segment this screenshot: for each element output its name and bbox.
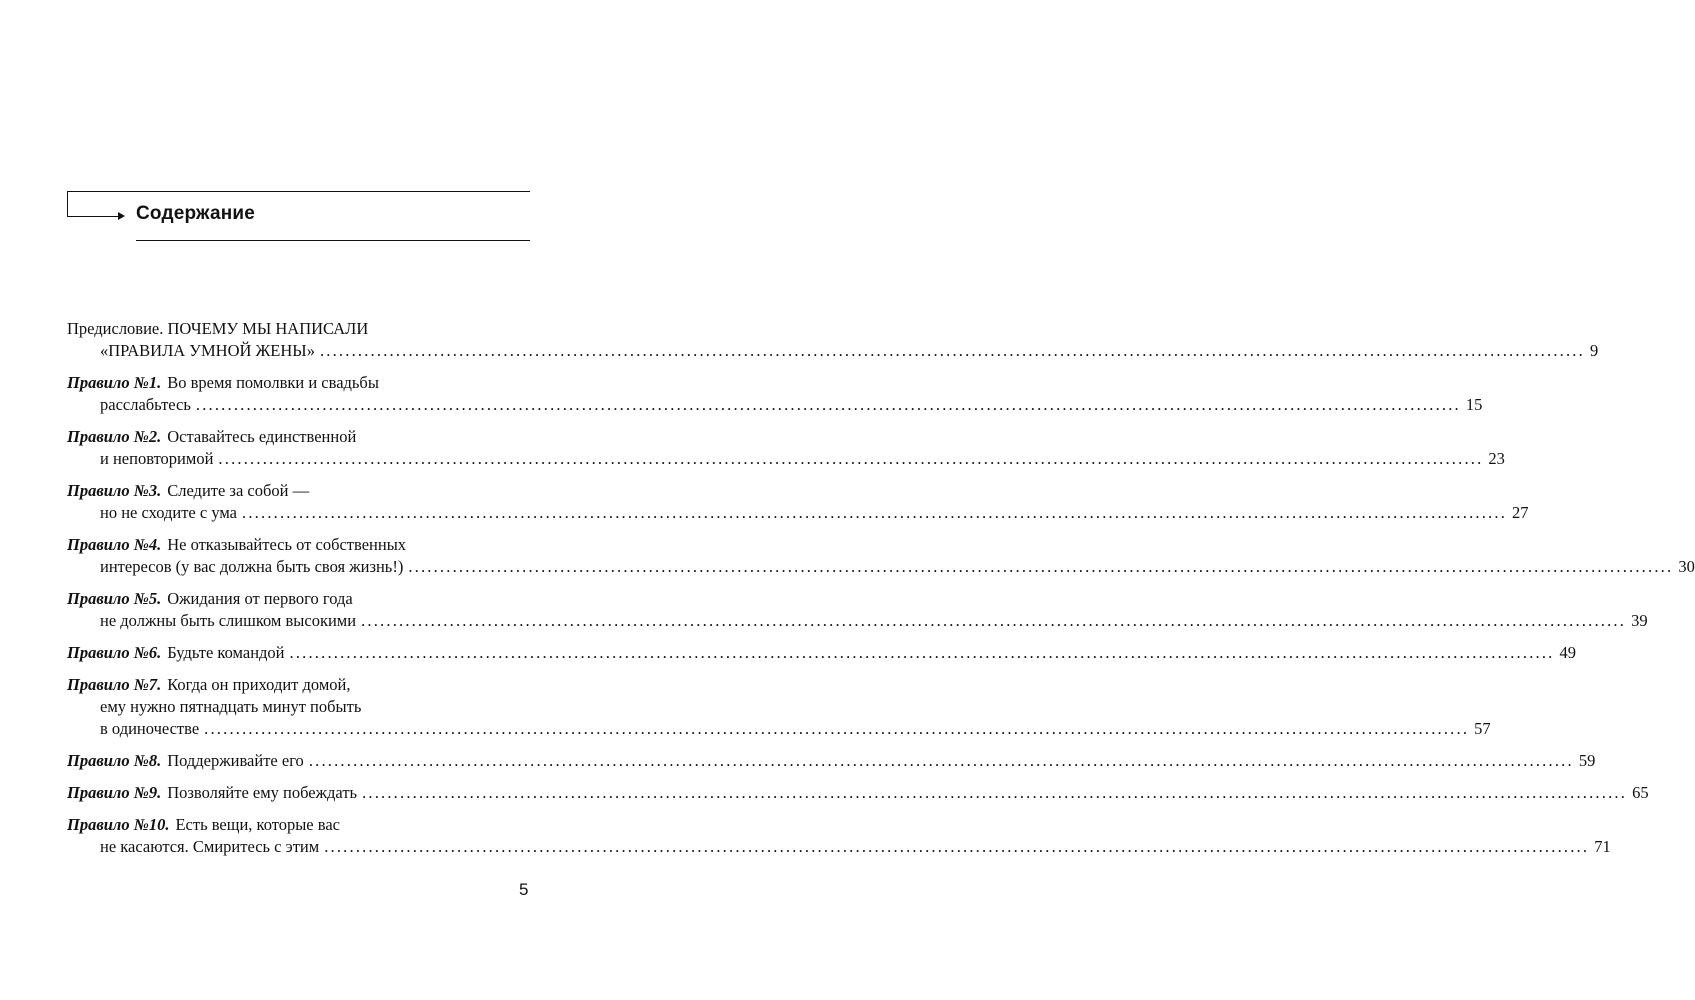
toc-page-number: 15 xyxy=(1465,395,1483,414)
toc-page-number: 49 xyxy=(1559,643,1576,662)
toc-entry[interactable] xyxy=(67,318,1599,362)
toc-page-number: 57 xyxy=(1474,719,1491,738)
toc-entry[interactable] xyxy=(67,480,1529,524)
toc-leader-dots: ........................................................................................................................................................................................................ xyxy=(308,751,1574,770)
toc-leader-dots: ........................................................................................................................................................................................................ xyxy=(361,611,1627,630)
toc-line xyxy=(67,318,531,340)
toc-entry-text: Предисловие. ПОЧЕМУ МЫ НАПИСАЛИ xyxy=(67,319,369,338)
toc-entry[interactable] xyxy=(67,588,1648,632)
toc-entry-text: Будьте командой xyxy=(167,643,285,662)
toc-entry-text: не касаются. Смиритесь с этим xyxy=(100,837,320,856)
toc-leader-dots: ........................................................................................................................................................................................................ xyxy=(195,395,1461,414)
toc-page-number: 59 xyxy=(1578,751,1596,770)
toc-rule-label: Правило №3. xyxy=(67,481,162,500)
toc-line xyxy=(67,502,1529,524)
toc-entry-text: не должны быть слишком высокими xyxy=(100,611,357,630)
toc-leader-dots: ........................................................................................................................................................................................................ xyxy=(289,643,1555,662)
toc-rule-label: Правило №1. xyxy=(67,373,162,392)
toc-entry-text: «ПРАВИЛА УМНОЙ ЖЕНЫ» xyxy=(100,341,315,360)
toc-leader-dots: ........................................................................................................................................................................................................ xyxy=(204,719,1470,738)
header-bottom-rule xyxy=(136,240,530,241)
toc-page-number: 9 xyxy=(1589,341,1599,360)
toc-line xyxy=(67,718,1491,740)
toc-page-number: 30 xyxy=(1678,557,1695,576)
toc-rule-label: Правило №10. xyxy=(67,815,170,834)
toc-entry[interactable] xyxy=(67,426,1505,470)
toc-entry-text: в одиночестве xyxy=(100,719,200,738)
toc-entry-text: интересов (у вас должна быть своя жизнь!) xyxy=(100,557,404,576)
toc-line xyxy=(67,696,531,718)
toc-leader-dots: ........................................................................................................................................................................................................ xyxy=(324,837,1590,856)
toc-leader-dots: ........................................................................................................................................................................................................ xyxy=(218,449,1484,468)
toc-entry[interactable] xyxy=(67,814,1611,858)
toc-line xyxy=(67,750,1596,772)
toc-page-number: 65 xyxy=(1632,783,1649,802)
toc-entry[interactable] xyxy=(67,372,1483,416)
toc-entry-text: Не отказывайтесь от собственных xyxy=(167,535,407,554)
toc-line xyxy=(67,394,1483,416)
toc-entry-text: Оставайтесь единственной xyxy=(167,427,357,446)
toc-line xyxy=(67,556,1695,578)
toc-entry-text: ему нужно пятнадцать минут побыть xyxy=(100,697,362,716)
toc-line xyxy=(67,340,1599,362)
toc-leader-dots: ........................................................................................................................................................................................................ xyxy=(408,557,1674,576)
table-of-contents xyxy=(67,318,1695,868)
toc-leader-dots: ........................................................................................................................................................................................................ xyxy=(242,503,1508,522)
toc-entry-text: Есть вещи, которые вас xyxy=(175,815,340,834)
toc-leader-dots: ........................................................................................................................................................................................................ xyxy=(362,783,1628,802)
toc-entry-text: Ожидания от первого года xyxy=(167,589,353,608)
toc-page-number: 71 xyxy=(1594,837,1611,856)
arrow-right-icon xyxy=(118,212,125,220)
toc-leader-dots: ........................................................................................................................................................................................................ xyxy=(319,341,1585,360)
toc-rule-label: Правило №7. xyxy=(67,675,162,694)
toc-rule-label: Правило №9. xyxy=(67,783,162,802)
toc-entry-text: Позволяйте ему побеждать xyxy=(167,783,358,802)
toc-line xyxy=(67,814,531,836)
toc-entry-text: расслабьтесь xyxy=(100,395,191,414)
toc-line xyxy=(67,782,1649,804)
toc-rule-label: Правило №6. xyxy=(67,643,162,662)
header-arrow-line xyxy=(67,216,121,217)
section-header xyxy=(67,191,530,241)
toc-entry-text: но не сходите с ума xyxy=(100,503,238,522)
toc-entry[interactable] xyxy=(67,750,1596,772)
toc-entry-text: и неповторимой xyxy=(100,449,214,468)
toc-rule-label: Правило №2. xyxy=(67,427,162,446)
toc-line xyxy=(67,610,1648,632)
toc-line xyxy=(67,372,531,394)
toc-rule-label: Правило №5. xyxy=(67,589,162,608)
header-left-rule xyxy=(67,191,68,216)
toc-line xyxy=(67,480,531,502)
toc-entry[interactable] xyxy=(67,642,1576,664)
toc-line xyxy=(67,448,1505,470)
toc-line xyxy=(67,426,531,448)
toc-line xyxy=(67,674,531,696)
toc-entry[interactable] xyxy=(67,534,1695,578)
toc-line xyxy=(67,534,531,556)
toc-page-number: 39 xyxy=(1631,611,1648,630)
toc-entry-text: Когда он приходит домой, xyxy=(167,675,351,694)
toc-line xyxy=(67,642,1576,664)
toc-page-number: 23 xyxy=(1488,449,1505,468)
toc-page-number: 27 xyxy=(1512,503,1529,522)
toc-entry-text: Во время помолвки и свадьбы xyxy=(167,373,379,392)
toc-entry[interactable] xyxy=(67,782,1649,804)
toc-rule-label: Правило №4. xyxy=(67,535,162,554)
page-number: 5 xyxy=(519,880,529,899)
toc-line xyxy=(67,836,1611,858)
toc-line xyxy=(67,588,531,610)
toc-entry[interactable] xyxy=(67,674,1491,740)
section-title: Содержание xyxy=(136,203,256,224)
header-top-rule xyxy=(67,191,530,192)
toc-entry-text: Поддерживайте его xyxy=(167,751,304,770)
toc-entry-text: Следите за собой — xyxy=(167,481,310,500)
toc-rule-label: Правило №8. xyxy=(67,751,162,770)
